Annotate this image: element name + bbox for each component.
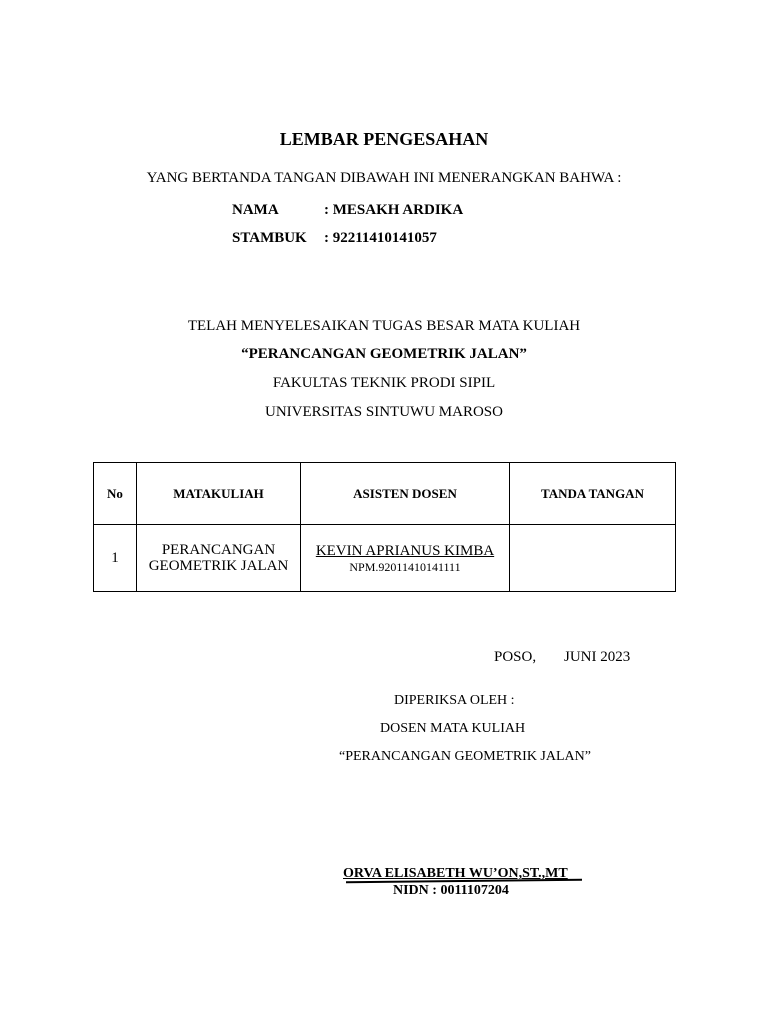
- nama-label: NAMA: [232, 202, 279, 218]
- signatory-nidn: NIDN : 0011107204: [393, 883, 509, 898]
- intro-text: YANG BERTANDA TANGAN DIBAWAH INI MENERANGKAN BAHWA :: [146, 170, 622, 186]
- matakuliah-line1: PERANCANGAN: [161, 542, 276, 558]
- stambuk-label: STAMBUK: [232, 230, 307, 246]
- asisten-npm: NPM.92011410141111: [349, 559, 461, 574]
- stambuk-value: : 92211410141057: [324, 230, 437, 246]
- nama-value: : MESAKH ARDIKA: [324, 202, 464, 218]
- table-row: [94, 525, 676, 592]
- table-header-row: [94, 463, 676, 525]
- header-asisten-dosen: ASISTEN DOSEN: [301, 463, 510, 525]
- checked-by-label: DIPERIKSA OLEH :: [394, 693, 515, 708]
- university-text: UNIVERSITAS SINTUWU MAROSO: [265, 404, 503, 420]
- statement-line: TELAH MENYELESAIKAN TUGAS BESAR MATA KULIAH: [187, 318, 581, 334]
- checked-by-role: DOSEN MATA KULIAH: [380, 721, 526, 736]
- approval-table: [93, 462, 676, 592]
- checked-by-course: “PERANCANGAN GEOMETRIK JALAN”: [339, 749, 591, 764]
- faculty-text: FAKULTAS TEKNIK PRODI SIPIL: [272, 375, 496, 391]
- page-title: LEMBAR PENGESAHAN: [279, 129, 489, 149]
- cell-matakuliah: [137, 525, 301, 592]
- signatory-name: ORVA ELISABETH WU’ON,ST.,MT: [343, 866, 568, 881]
- header-tanda-tangan: TANDA TANGAN: [510, 463, 676, 525]
- place-text: POSO,: [494, 649, 537, 665]
- cell-tanda-tangan: [510, 525, 676, 592]
- course-title: “PERANCANGAN GEOMETRIK JALAN”: [241, 346, 527, 362]
- cell-no: 1: [94, 525, 137, 592]
- date-text: JUNI 2023: [564, 649, 631, 665]
- header-no: No: [94, 463, 137, 525]
- cell-asisten: [301, 525, 510, 592]
- asisten-name: KEVIN APRIANUS KIMBA: [315, 542, 495, 559]
- header-matakuliah: MATAKULIAH: [137, 463, 301, 525]
- matakuliah-line2: GEOMETRIK JALAN: [148, 558, 289, 574]
